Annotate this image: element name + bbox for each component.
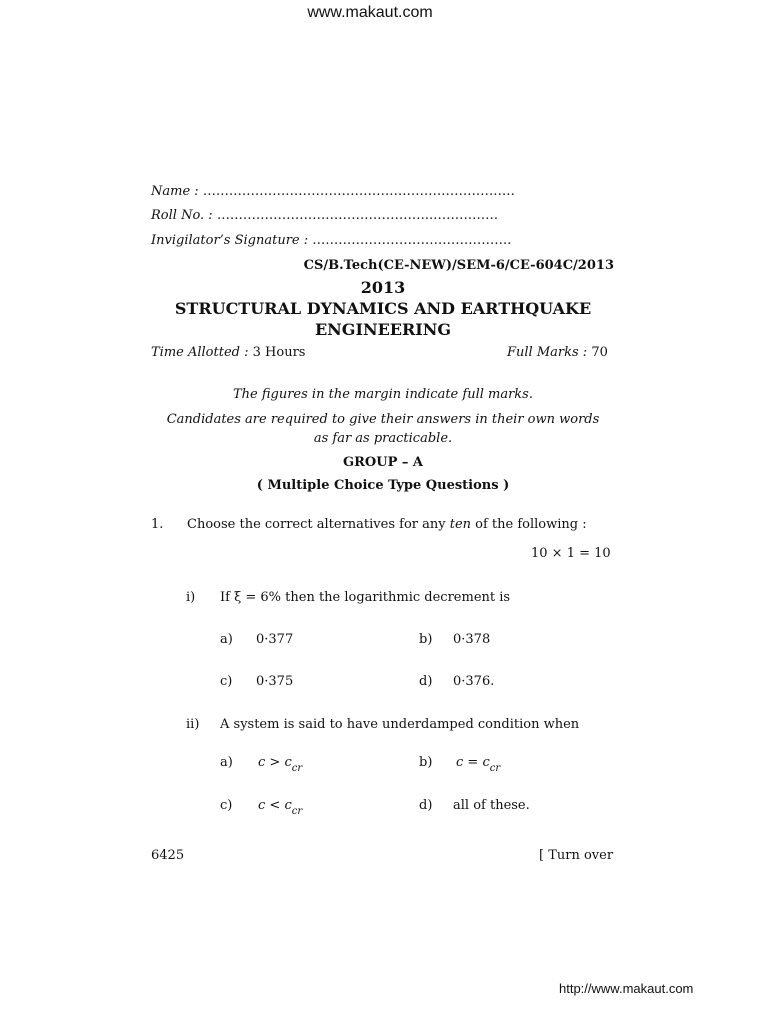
instruction-line-3: as far as practicable. [313, 431, 453, 446]
invigilator-signature-field [151, 233, 511, 248]
paper-title-line1: STRUCTURAL DYNAMICS AND EARTHQUAKE [174, 299, 592, 318]
question-1-number: 1. [151, 517, 164, 532]
instruction-line-1: The figures in the margin indicate full marks. [232, 387, 533, 402]
site-footer-url: http://www.makaut.com [559, 981, 694, 996]
option-ii-b-value: $c = c_{cr}$ [456, 755, 501, 774]
group-subtitle: ( Multiple Choice Type Questions ) [256, 478, 510, 493]
roll-no-field [151, 208, 498, 223]
question-1-text [187, 517, 587, 532]
option-i-d-label: d) [419, 674, 433, 689]
page-code: 6425 [151, 848, 185, 863]
option-ii-c-value: $c < c_{cr}$ [258, 798, 303, 817]
option-ii-d-value: all of these. [453, 798, 530, 813]
question-1-text-before: Choose the correct alternatives for any [187, 517, 450, 532]
roll-no-label: Roll No. : [151, 208, 213, 223]
option-i-b-label: b) [419, 632, 433, 647]
name-label: Name : [151, 184, 199, 199]
time-allotted-label: Time Allotted : [151, 345, 249, 360]
option-ii-b-label: b) [419, 755, 433, 770]
turn-over: [ Turn over [539, 848, 614, 863]
name-field [151, 184, 515, 199]
paper-code-row [0, 258, 768, 273]
full-marks-label: Full Marks : [507, 345, 588, 360]
group-heading: GROUP – A [343, 455, 423, 470]
name-dots: ……………………………………………………………… [202, 184, 515, 199]
option-ii-a-label: a) [220, 755, 233, 770]
subquestion-i-text: If ξ = 6% then the logarithmic decrement is [220, 590, 511, 605]
paper-title [0, 298, 766, 340]
option-i-c-label: c) [220, 674, 233, 689]
option-i-a-label: a) [220, 632, 233, 647]
question-1-text-after: of the following : [471, 517, 587, 532]
paper-code: CS/B.Tech(CE-NEW)/SEM-6/CE-604C/2013 [303, 258, 614, 273]
site-header-url: www.makaut.com [307, 4, 433, 21]
question-1-text-italic: ten [449, 517, 472, 532]
subquestion-ii-text: A system is said to have underdamped condition when [220, 717, 580, 732]
paper-title-line2: ENGINEERING [314, 320, 452, 339]
invigilator-signature-dots: ………………………………………. [312, 233, 512, 248]
option-ii-a-value: $c > c_{cr}$ [258, 755, 303, 774]
option-i-d-value: 0·376. [453, 674, 495, 689]
subquestion-ii-number: ii) [186, 717, 200, 732]
time-allotted-value: 3 Hours [252, 345, 306, 360]
subquestion-i-number: i) [186, 590, 196, 605]
paper-year: 2013 [360, 278, 406, 297]
option-i-c-value: 0·375 [256, 674, 294, 689]
option-ii-c-label: c) [220, 798, 233, 813]
option-i-a-value: 0·377 [256, 632, 294, 647]
option-ii-d-label: d) [419, 798, 433, 813]
invigilator-signature-label: Invigilator’s Signature : [151, 233, 309, 248]
question-1-marks: 10 × 1 = 10 [531, 546, 611, 561]
full-marks [507, 345, 608, 360]
instruction-line-2: Candidates are required to give their answers in their own words [166, 412, 600, 427]
full-marks-value: 70 [591, 345, 608, 360]
option-i-b-value: 0·378 [453, 632, 491, 647]
time-allotted [151, 345, 305, 360]
roll-no-dots: …………………………………………..…………… [216, 208, 499, 223]
